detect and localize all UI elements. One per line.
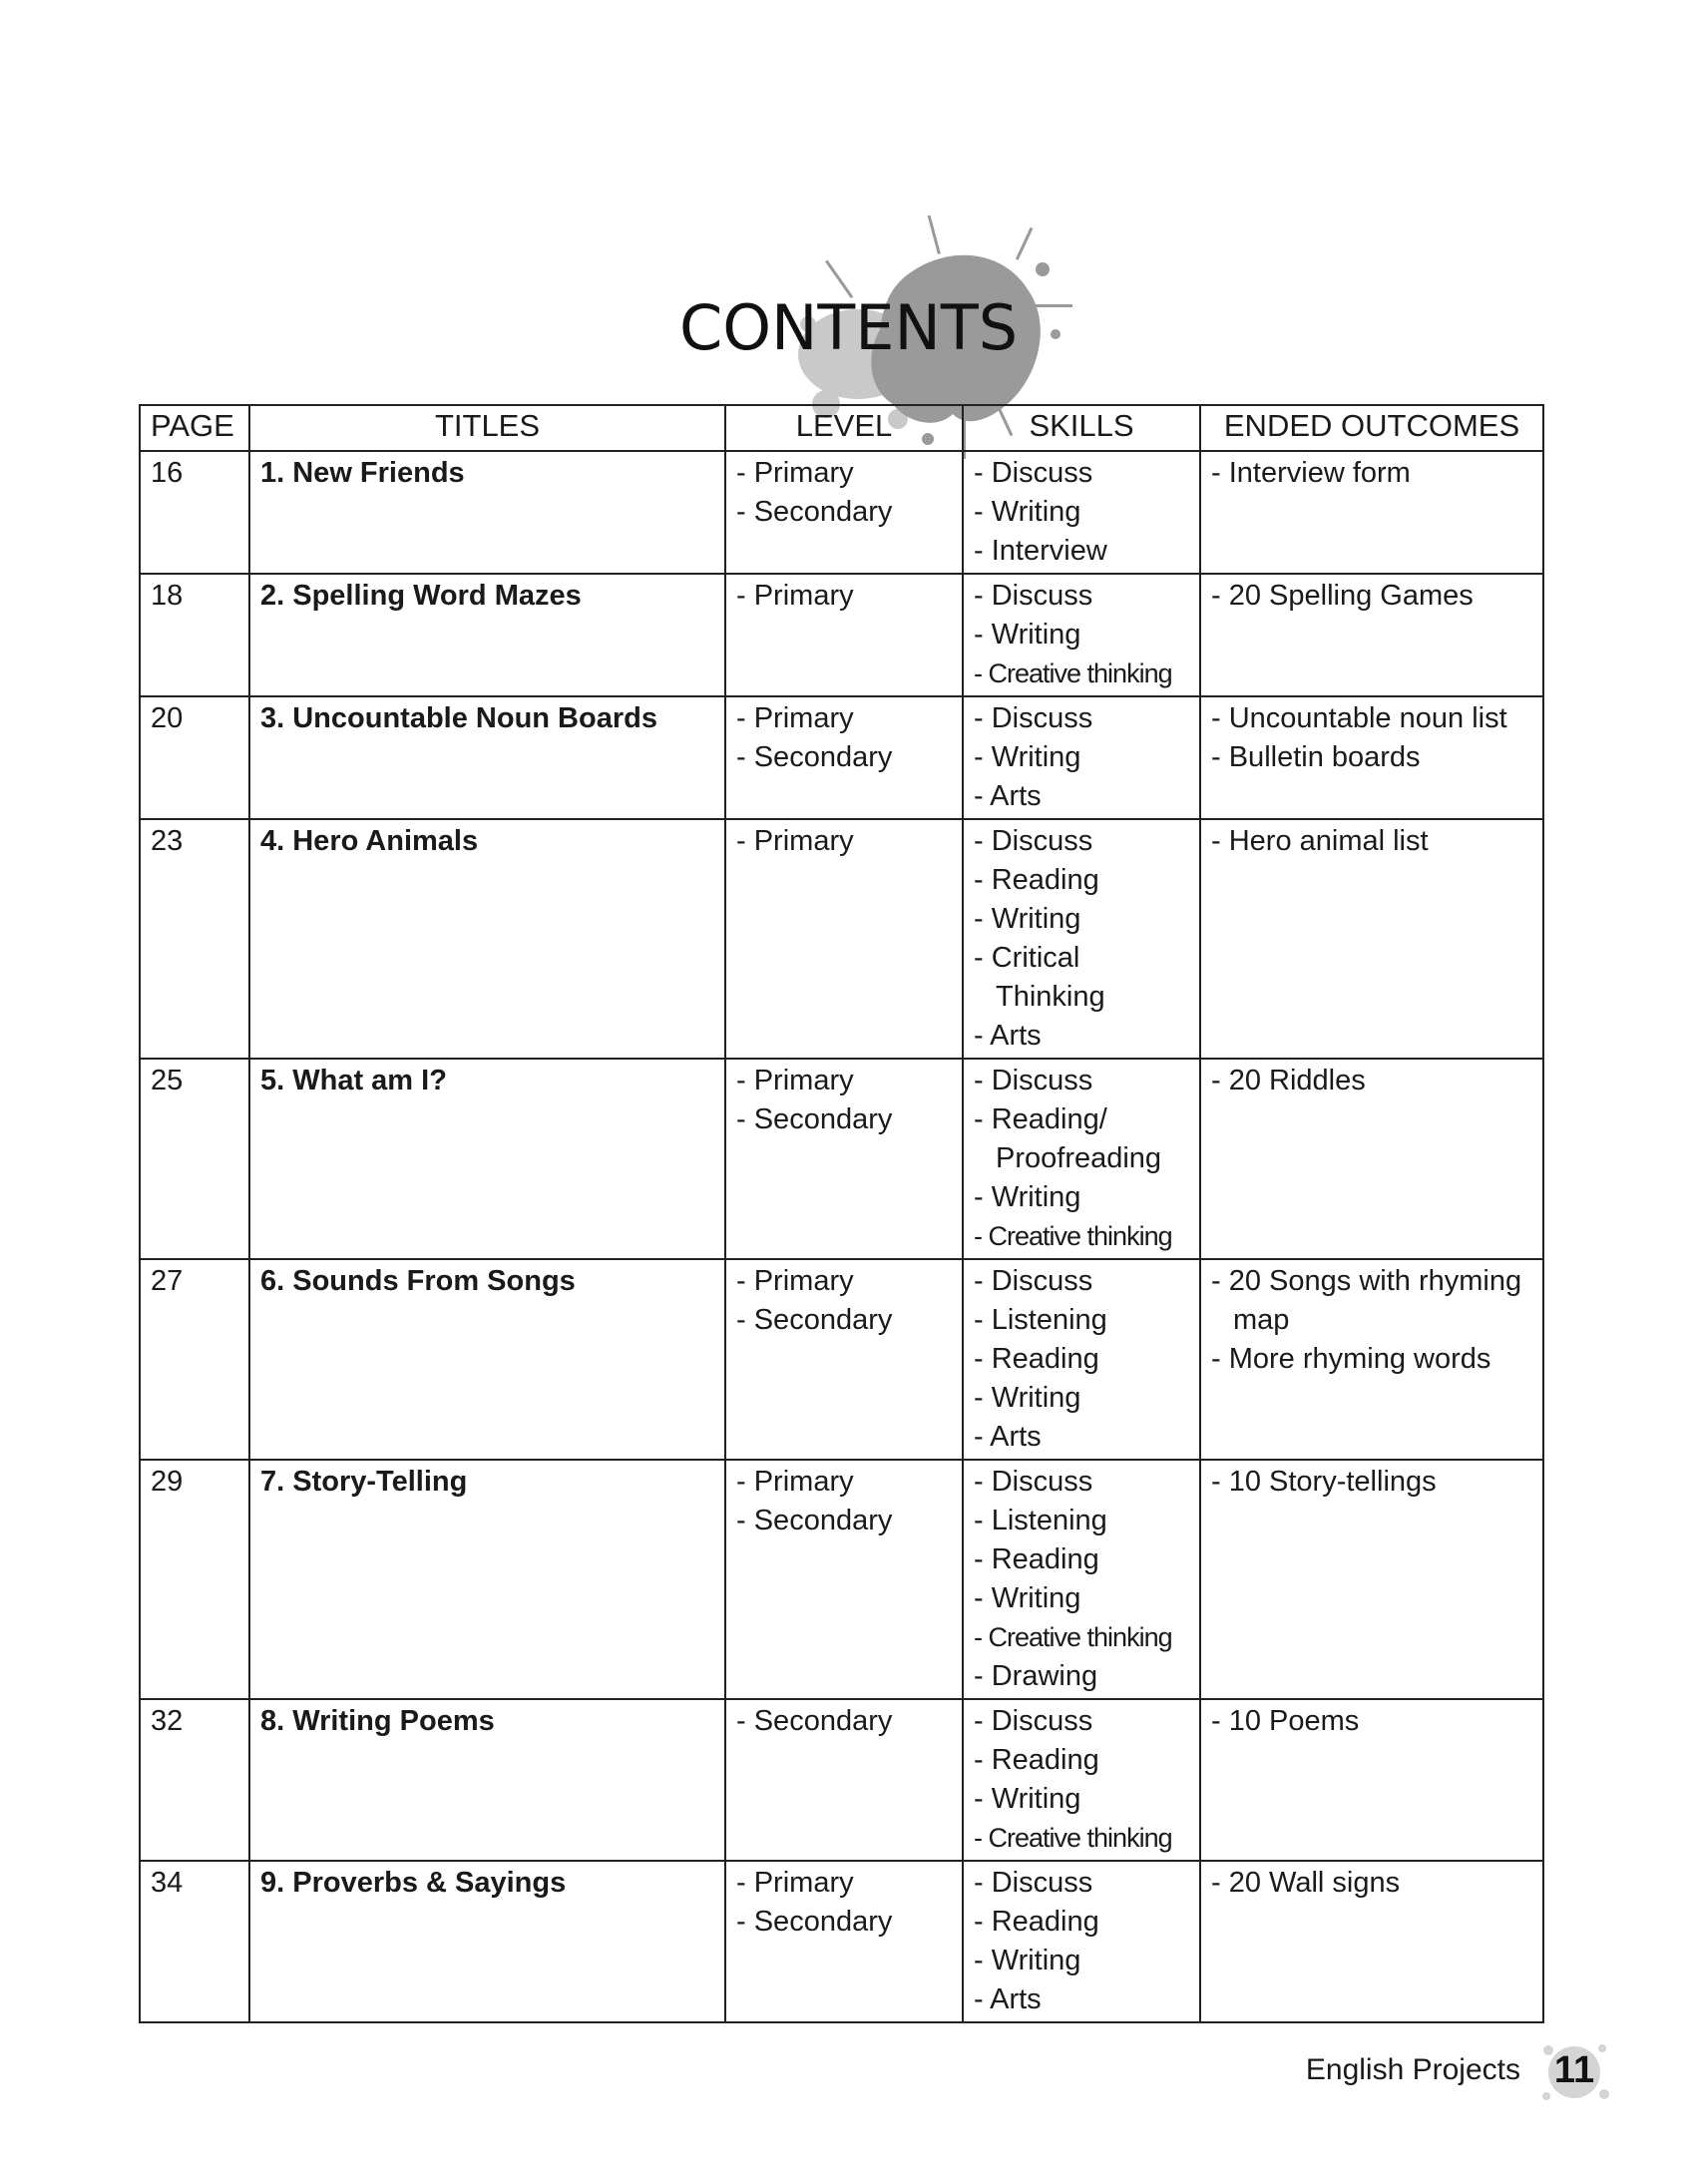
outcomes-list (1211, 577, 1532, 616)
skill-item: - Creative thinking (974, 655, 1189, 693)
skills-list (974, 454, 1189, 571)
level-item: - Secondary (736, 738, 952, 777)
skill-item: - Arts (974, 777, 1189, 816)
skill-item: - Drawing (974, 1657, 1189, 1696)
skills-list (974, 699, 1189, 816)
cell-level (725, 1460, 963, 1699)
outcome-item: - 20 Spelling Games (1211, 577, 1532, 616)
skills-list (974, 577, 1189, 693)
outcomes-list (1211, 1062, 1532, 1100)
skill-item: - Writing (974, 738, 1189, 777)
outcomes-list (1211, 1864, 1532, 1903)
level-item: - Primary (736, 454, 952, 493)
page-number-badge (1534, 2030, 1614, 2110)
skill-item: - Creative thinking (974, 1618, 1189, 1657)
cell-page: 20 (140, 696, 249, 819)
cell-page: 25 (140, 1059, 249, 1259)
skill-item: - Writing (974, 1579, 1189, 1618)
skill-item: - Writing (974, 1379, 1189, 1418)
outcome-item: - 10 Story-tellings (1211, 1463, 1532, 1502)
cell-level (725, 1259, 963, 1460)
cell-outcomes (1200, 1259, 1543, 1460)
cell-page: 18 (140, 574, 249, 696)
skill-item: - Reading (974, 1340, 1189, 1379)
table-row (140, 574, 1543, 696)
skill-item: - Writing (974, 1178, 1189, 1217)
level-list (736, 454, 952, 532)
level-list (736, 577, 952, 616)
page-footer (1306, 2035, 1614, 2105)
outcome-item: - Interview form (1211, 454, 1532, 493)
column-header-level: LEVEL (725, 405, 963, 451)
cell-page: 32 (140, 1699, 249, 1861)
level-item: - Primary (736, 1463, 952, 1502)
table-row (140, 451, 1543, 574)
level-list (736, 1062, 952, 1139)
column-header-page: PAGE (140, 405, 249, 451)
cell-level (725, 1059, 963, 1259)
level-list (736, 1702, 952, 1741)
outcome-item: - Bulletin boards (1211, 738, 1532, 777)
cell-skills (963, 574, 1200, 696)
cell-title: 5. What am I? (249, 1059, 725, 1259)
skill-item: - Discuss (974, 1062, 1189, 1100)
table-row (140, 1059, 1543, 1259)
level-item: - Secondary (736, 1702, 952, 1741)
outcomes-list (1211, 454, 1532, 493)
cell-outcomes (1200, 696, 1543, 819)
cell-page: 27 (140, 1259, 249, 1460)
level-item: - Primary (736, 1062, 952, 1100)
level-list (736, 1463, 952, 1540)
cell-outcomes (1200, 1699, 1543, 1861)
table-row (140, 1460, 1543, 1699)
cell-skills (963, 1259, 1200, 1460)
skill-item: - Discuss (974, 1262, 1189, 1301)
skill-item: - Arts (974, 1017, 1189, 1056)
skill-item: - Reading/ Proofreading (974, 1100, 1189, 1178)
cell-page: 34 (140, 1861, 249, 2022)
column-header-titles: TITLES (249, 405, 725, 451)
cell-title: 3. Uncountable Noun Boards (249, 696, 725, 819)
cell-page: 29 (140, 1460, 249, 1699)
page-number: 11 (1553, 2048, 1595, 2091)
cell-title: 6. Sounds From Songs (249, 1259, 725, 1460)
skill-item: - Listening (974, 1502, 1189, 1540)
skill-item: - Discuss (974, 822, 1189, 861)
outcomes-list (1211, 822, 1532, 861)
level-item: - Primary (736, 577, 952, 616)
outcome-item: - Uncountable noun list (1211, 699, 1532, 738)
cell-title: 1. New Friends (249, 451, 725, 574)
cell-skills (963, 1861, 1200, 2022)
skill-item: - Arts (974, 1980, 1189, 2019)
outcomes-list (1211, 1463, 1532, 1502)
outcome-item: - Hero animal list (1211, 822, 1532, 861)
skills-list (974, 822, 1189, 1056)
level-item: - Primary (736, 699, 952, 738)
skill-item: - Reading (974, 1741, 1189, 1780)
cell-title: 8. Writing Poems (249, 1699, 725, 1861)
cell-level (725, 574, 963, 696)
outcomes-list (1211, 1702, 1532, 1741)
skill-item: - Writing (974, 493, 1189, 532)
skill-item: - Discuss (974, 1702, 1189, 1741)
skill-item: - Discuss (974, 699, 1189, 738)
cell-outcomes (1200, 574, 1543, 696)
cell-outcomes (1200, 1059, 1543, 1259)
level-item: - Secondary (736, 493, 952, 532)
column-header-skills: SKILLS (963, 405, 1200, 451)
cell-level (725, 819, 963, 1059)
table-header-row (140, 405, 1543, 451)
outcomes-list (1211, 699, 1532, 777)
outcome-item: - More rhyming words (1211, 1340, 1532, 1379)
skill-item: - Listening (974, 1301, 1189, 1340)
skill-item: - Writing (974, 1942, 1189, 1980)
skill-item: - Writing (974, 616, 1189, 655)
level-item: - Primary (736, 1262, 952, 1301)
outcome-item: - 20 Songs with rhyming map (1211, 1262, 1532, 1340)
outcome-item: - 20 Wall signs (1211, 1864, 1532, 1903)
level-item: - Secondary (736, 1100, 952, 1139)
cell-outcomes (1200, 819, 1543, 1059)
outcome-item: - 10 Poems (1211, 1702, 1532, 1741)
cell-outcomes (1200, 1861, 1543, 2022)
cell-page: 23 (140, 819, 249, 1059)
skill-item: - Discuss (974, 577, 1189, 616)
cell-skills (963, 1059, 1200, 1259)
column-header-outcomes: ENDED OUTCOMES (1200, 405, 1543, 451)
skills-list (974, 1864, 1189, 2019)
cell-level (725, 1861, 963, 2022)
outcome-item: - 20 Riddles (1211, 1062, 1532, 1100)
cell-skills (963, 1460, 1200, 1699)
level-list (736, 1262, 952, 1340)
cell-level (725, 451, 963, 574)
level-item: - Secondary (736, 1903, 952, 1942)
skill-item: - Writing (974, 1780, 1189, 1819)
outcomes-list (1211, 1262, 1532, 1379)
level-item: - Primary (736, 822, 952, 861)
skill-item: - Interview (974, 532, 1189, 571)
level-item: - Secondary (736, 1502, 952, 1540)
cell-skills (963, 696, 1200, 819)
cell-level (725, 1699, 963, 1861)
skills-list (974, 1463, 1189, 1696)
book-title: English Projects (1305, 2053, 1520, 2086)
skill-item: - Writing (974, 900, 1189, 939)
skill-item: - Reading (974, 861, 1189, 900)
skill-item: - Creative thinking (974, 1217, 1189, 1256)
skill-item: - Arts (974, 1418, 1189, 1457)
cell-level (725, 696, 963, 819)
level-list (736, 1864, 952, 1942)
cell-page: 16 (140, 451, 249, 574)
skill-item: - Reading (974, 1903, 1189, 1942)
level-item: - Secondary (736, 1301, 952, 1340)
table-row (140, 1861, 1543, 2022)
skill-item: - Critical Thinking (974, 939, 1189, 1017)
skills-list (974, 1702, 1189, 1858)
page-title: CONTENTS (678, 291, 1019, 364)
level-list (736, 699, 952, 777)
cell-title: 4. Hero Animals (249, 819, 725, 1059)
skills-list (974, 1262, 1189, 1457)
cell-title: 7. Story-Telling (249, 1460, 725, 1699)
level-item: - Primary (736, 1864, 952, 1903)
skill-item: - Discuss (974, 1864, 1189, 1903)
skill-item: - Creative thinking (974, 1819, 1189, 1858)
table-row (140, 1699, 1543, 1861)
table-row (140, 1259, 1543, 1460)
cell-skills (963, 451, 1200, 574)
cell-skills (963, 1699, 1200, 1861)
cell-title: 2. Spelling Word Mazes (249, 574, 725, 696)
cell-skills (963, 819, 1200, 1059)
cell-outcomes (1200, 451, 1543, 574)
table-body (140, 451, 1543, 2022)
skill-item: - Reading (974, 1540, 1189, 1579)
cell-title: 9. Proverbs & Sayings (249, 1861, 725, 2022)
contents-table (139, 404, 1544, 2023)
skills-list (974, 1062, 1189, 1256)
table-row (140, 819, 1543, 1059)
level-list (736, 822, 952, 861)
cell-outcomes (1200, 1460, 1543, 1699)
skill-item: - Discuss (974, 1463, 1189, 1502)
table-row (140, 696, 1543, 819)
skill-item: - Discuss (974, 454, 1189, 493)
